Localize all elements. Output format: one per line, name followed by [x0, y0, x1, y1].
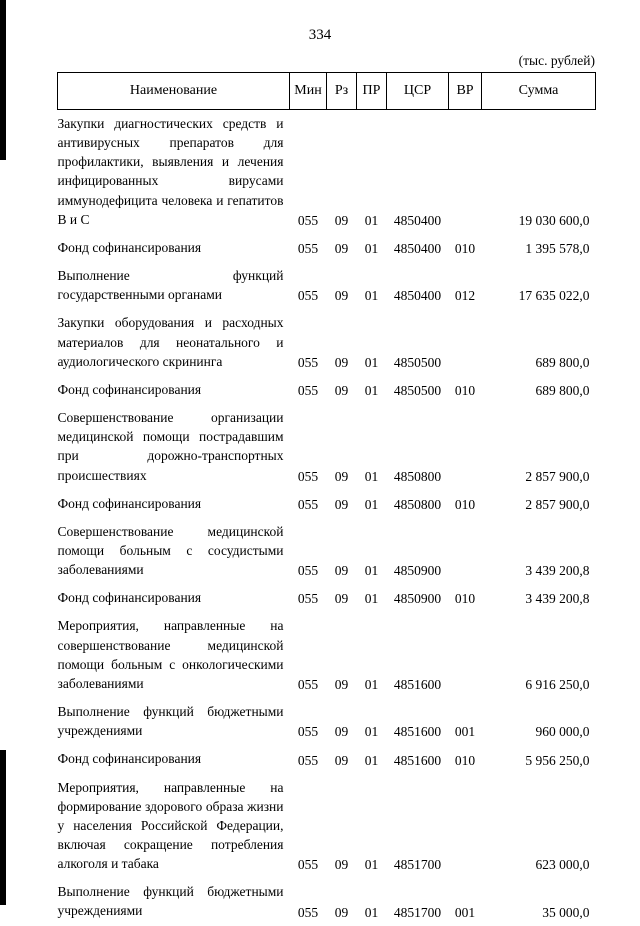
- cell-csr: 4851600: [393, 724, 442, 740]
- table-row: [58, 698, 596, 745]
- cell-summa: 2 857 900,0: [525, 468, 590, 484]
- cell-summa: 3 439 200,8: [525, 591, 590, 607]
- cell-min: 055: [297, 904, 319, 920]
- cell-name: Выполнение функций бюджетными учреждениями: [57, 704, 284, 739]
- cell-min: 055: [297, 677, 319, 693]
- header-min: Мин: [290, 73, 327, 110]
- cell-summa: 2 857 900,0: [525, 496, 590, 512]
- cell-csr: 4850900: [393, 563, 442, 579]
- cell-summa: 689 800,0: [535, 354, 590, 370]
- table-row: [58, 309, 596, 375]
- cell-vr: [449, 110, 482, 234]
- cell-name: Выполнение функций государственными органами: [57, 268, 284, 303]
- cell-min: 055: [297, 857, 319, 873]
- cell-pr: 01: [364, 677, 379, 693]
- cell-summa: 6 916 250,0: [525, 677, 590, 693]
- cell-min: 055: [297, 563, 319, 579]
- cell-pr: 01: [364, 857, 379, 873]
- cell-summa: 960 000,0: [535, 724, 590, 740]
- table-row: [58, 745, 596, 773]
- cell-pr: 01: [364, 354, 379, 370]
- cell-summa: 623 000,0: [535, 857, 590, 873]
- cell-csr: 4850400: [393, 212, 442, 228]
- cell-pr: 01: [364, 563, 379, 579]
- cell-csr: 4850800: [393, 496, 442, 512]
- cell-name: Мероприятия, направленные на совершенствование медицинской помощи больным с онкологическими заболеваниями: [57, 618, 284, 691]
- cell-pr: 01: [364, 591, 379, 607]
- cell-min: 055: [297, 724, 319, 740]
- cell-name: Выполнение функций бюджетными учреждениями: [57, 884, 284, 919]
- cell-min: 055: [297, 354, 319, 370]
- table-header-row: [58, 73, 596, 110]
- header-vr: ВР: [449, 73, 482, 110]
- cell-name: Фонд софинансирования: [57, 751, 202, 767]
- cell-vr: [449, 774, 482, 879]
- cell-pr: 01: [364, 496, 379, 512]
- cell-summa: 1 395 578,0: [525, 241, 590, 257]
- cell-pr: 01: [364, 383, 379, 399]
- cell-rz: 09: [334, 563, 349, 579]
- table-row: [58, 878, 596, 925]
- cell-min: 055: [297, 752, 319, 768]
- cell-summa: 5 956 250,0: [525, 752, 590, 768]
- cell-rz: 09: [334, 241, 349, 257]
- cell-pr: 01: [364, 241, 379, 257]
- table-row: [58, 518, 596, 584]
- cell-csr: 4851600: [393, 752, 442, 768]
- cell-csr: 4850500: [393, 383, 442, 399]
- cell-rz: 09: [334, 677, 349, 693]
- cell-name: Фонд софинансирования: [57, 590, 202, 606]
- cell-rz: 09: [334, 212, 349, 228]
- cell-rz: 09: [334, 354, 349, 370]
- table-row: [58, 774, 596, 879]
- cell-vr: [449, 404, 482, 490]
- cell-summa: 35 000,0: [542, 904, 590, 920]
- cell-vr: 010: [454, 383, 476, 399]
- cell-vr: 001: [454, 904, 476, 920]
- table-header: [58, 73, 596, 110]
- cell-rz: 09: [334, 468, 349, 484]
- cell-vr: 010: [454, 752, 476, 768]
- cell-pr: 01: [364, 724, 379, 740]
- cell-min: 055: [297, 241, 319, 257]
- cell-name: Совершенствование организации медицинской помощи пострадавшим при дорожно-транспортных происшествиях: [57, 410, 284, 483]
- cell-name: Закупки оборудования и расходных материалов для неонатального и аудиологического скрининга: [57, 315, 284, 369]
- cell-vr: 012: [454, 288, 476, 304]
- cell-rz: 09: [334, 752, 349, 768]
- table-row: [58, 262, 596, 309]
- cell-csr: 4851700: [393, 857, 442, 873]
- table-row: [58, 376, 596, 404]
- cell-summa: 19 030 600,0: [518, 212, 590, 228]
- cell-vr: 010: [454, 241, 476, 257]
- table-row: [58, 584, 596, 612]
- cell-vr: [449, 309, 482, 375]
- cell-rz: 09: [334, 904, 349, 920]
- cell-vr: [449, 612, 482, 698]
- table-row: [58, 234, 596, 262]
- cell-summa: 3 439 200,8: [525, 563, 590, 579]
- units-note: (тыс. рублей): [518, 53, 595, 68]
- cell-pr: 01: [364, 212, 379, 228]
- cell-csr: 4851600: [393, 677, 442, 693]
- budget-table: [57, 72, 596, 926]
- cell-csr: 4850800: [393, 468, 442, 484]
- table-row: [58, 404, 596, 490]
- cell-rz: 09: [334, 496, 349, 512]
- cell-name: Закупки диагностических средств и антивирусных препаратов для профилактики, выявления и лечения инфицированных вирусами иммунодефицита человека и гепатитов В и С: [57, 116, 284, 227]
- cell-min: 055: [297, 591, 319, 607]
- cell-vr: 001: [454, 724, 476, 740]
- cell-name: Фонд софинансирования: [57, 381, 202, 397]
- cell-summa: 17 635 022,0: [518, 288, 590, 304]
- cell-min: 055: [297, 212, 319, 228]
- cell-min: 055: [297, 496, 319, 512]
- cell-csr: 4850400: [393, 288, 442, 304]
- cell-rz: 09: [334, 724, 349, 740]
- cell-pr: 01: [364, 288, 379, 304]
- cell-summa: 689 800,0: [535, 383, 590, 399]
- cell-rz: 09: [334, 857, 349, 873]
- table-row: [58, 110, 596, 234]
- cell-rz: 09: [334, 383, 349, 399]
- header-rz: Рз: [327, 73, 357, 110]
- cell-csr: 4850900: [393, 591, 442, 607]
- table-row: [58, 612, 596, 698]
- cell-min: 055: [297, 468, 319, 484]
- cell-pr: 01: [364, 468, 379, 484]
- cell-vr: 010: [454, 591, 476, 607]
- header-name: Наименование: [58, 73, 290, 110]
- scan-artifact-top: [0, 0, 6, 160]
- table-row: [58, 490, 596, 518]
- cell-vr: [449, 518, 482, 584]
- header-pr: ПР: [357, 73, 387, 110]
- cell-pr: 01: [364, 752, 379, 768]
- cell-csr: 4850500: [393, 354, 442, 370]
- cell-csr: 4850400: [393, 241, 442, 257]
- cell-min: 055: [297, 288, 319, 304]
- cell-pr: 01: [364, 904, 379, 920]
- header-csr: ЦСР: [387, 73, 449, 110]
- cell-rz: 09: [334, 288, 349, 304]
- cell-csr: 4851700: [393, 904, 442, 920]
- cell-name: Мероприятия, направленные на формирование здорового образа жизни у населения Российской Федерации, включая сокращение потребления алкоголя и табака: [57, 779, 284, 872]
- table-body: [58, 110, 596, 926]
- cell-rz: 09: [334, 591, 349, 607]
- cell-vr: 010: [454, 496, 476, 512]
- page-number: 334: [308, 27, 332, 43]
- cell-min: 055: [297, 383, 319, 399]
- header-summa: Сумма: [482, 73, 596, 110]
- cell-name: Фонд софинансирования: [57, 239, 202, 255]
- cell-name: Совершенствование медицинской помощи больным с сосудистыми заболеваниями: [57, 523, 284, 578]
- cell-name: Фонд софинансирования: [57, 495, 202, 511]
- scan-artifact-bottom: [0, 750, 6, 905]
